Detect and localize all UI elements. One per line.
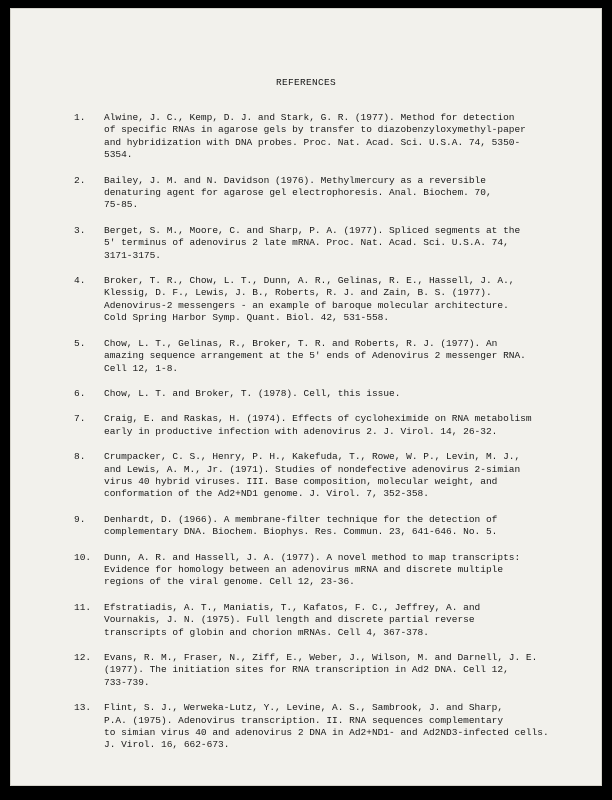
reference-line: early in productive infection with adenovirus 2. J. Virol. 14, 26-32. bbox=[104, 425, 498, 437]
reference-line: J. Virol. 16, 662-673. bbox=[104, 739, 230, 751]
reference-number: 11. bbox=[74, 601, 92, 613]
reference-line: Craig, E. and Raskas, H. (1974). Effects of cycloheximide on RNA metabolism bbox=[104, 413, 532, 425]
reference-item bbox=[74, 112, 554, 162]
reference-line: Chow, L. T. and Broker, T. (1978). Cell, this issue. bbox=[104, 387, 401, 399]
reference-line: Bailey, J. M. and N. Davidson (1976). Methylmercury as a reversible bbox=[104, 174, 486, 186]
reference-line: Broker, T. R., Chow, L. T., Dunn, A. R., Gelinas, R. E., Hassell, J. A., bbox=[104, 275, 515, 287]
reference-list bbox=[74, 112, 554, 765]
reference-number: 7. bbox=[74, 413, 86, 425]
reference-line: Adenovirus-2 messengers - an example of baroque molecular architecture. bbox=[104, 299, 509, 311]
reference-number: 10. bbox=[74, 551, 92, 563]
reference-line: virus 40 hybrid viruses. III. Base composition, molecular weight, and bbox=[104, 475, 498, 487]
reference-line: amazing sequence arrangement at the 5' ends of Adenovirus 2 messenger RNA. bbox=[104, 350, 526, 362]
reference-line: regions of the viral genome. Cell 12, 23-36. bbox=[104, 576, 355, 588]
reference-item bbox=[74, 514, 554, 539]
reference-line: Alwine, J. C., Kemp, D. J. and Stark, G. R. (1977). Method for detection bbox=[104, 112, 515, 123]
reference-line: Evidence for homology between an adenovirus mRNA and discrete multiple bbox=[104, 563, 504, 575]
reference-number: 13. bbox=[74, 702, 92, 714]
reference-item bbox=[74, 552, 554, 589]
reference-line: 5354. bbox=[104, 149, 133, 161]
reference-item bbox=[74, 702, 554, 752]
reference-line: Evans, R. M., Fraser, N., Ziff, E., Weber, J., Wilson, M. and Darnell, J. E. bbox=[104, 652, 538, 663]
reference-line: 5' terminus of adenovirus 2 late mRNA. Proc. Nat. Acad. Sci. U.S.A. 74, bbox=[104, 237, 509, 249]
reference-line: Cold Spring Harbor Symp. Quant. Biol. 42, 531-558. bbox=[104, 312, 390, 324]
reference-line: Cell 12, 1-8. bbox=[104, 362, 179, 374]
document-page bbox=[10, 8, 602, 786]
reference-line: Berget, S. M., Moore, C. and Sharp, P. A. (1977). Spliced segments at the bbox=[104, 224, 521, 236]
reference-item bbox=[74, 225, 554, 262]
reference-item bbox=[74, 602, 554, 639]
reference-line: Flint, S. J., Werweka-Lutz, Y., Levine, A. S., Sambrook, J. and Sharp, bbox=[104, 702, 504, 714]
reference-item bbox=[74, 388, 554, 400]
reference-line: Crumpacker, C. S., Henry, P. H., Kakefuda, T., Rowe, W. P., Levin, M. J., bbox=[104, 451, 521, 463]
reference-number: 3. bbox=[74, 224, 86, 236]
reference-line: transcripts of globin and chorion mRNAs. Cell 4, 367-378. bbox=[104, 626, 429, 638]
reference-item bbox=[74, 338, 554, 375]
reference-item bbox=[74, 175, 554, 212]
reference-item bbox=[74, 451, 554, 501]
reference-line: Dunn, A. R. and Hassell, J. A. (1977). A novel method to map transcripts: bbox=[104, 551, 521, 563]
reference-item bbox=[74, 275, 554, 325]
reference-line: and hybridization with DNA probes. Proc. Nat. Acad. Sci. U.S.A. 74, 5350- bbox=[104, 136, 521, 148]
reference-line: of specific RNAs in agarose gels by transfer to diazobenzyloxymethyl-paper bbox=[104, 124, 526, 136]
reference-line: and Lewis, A. M., Jr. (1971). Studies of nondefective adenovirus 2-simian bbox=[104, 463, 521, 475]
reference-line: denaturing agent for agarose gel electrophoresis. Anal. Biochem. 70, bbox=[104, 187, 492, 199]
reference-item bbox=[74, 413, 554, 438]
reference-line: Chow, L. T., Gelinas, R., Broker, T. R. and Roberts, R. J. (1977). An bbox=[104, 337, 498, 349]
reference-number: 4. bbox=[74, 275, 86, 287]
reference-number: 5. bbox=[74, 337, 86, 349]
reference-number: 2. bbox=[74, 174, 86, 186]
page-title: REFERENCES bbox=[275, 77, 336, 88]
reference-line: to simian virus 40 and adenovirus 2 DNA in Ad2+ND1- and Ad2ND3-infected cells. bbox=[104, 727, 549, 739]
reference-number: 1. bbox=[74, 112, 86, 123]
reference-line: Efstratiadis, A. T., Maniatis, T., Kafatos, F. C., Jeffrey, A. and bbox=[104, 601, 481, 613]
reference-item bbox=[74, 652, 554, 689]
reference-number: 8. bbox=[74, 451, 86, 463]
reference-line: complementary DNA. Biochem. Biophys. Res. Commun. 23, 641-646. No. 5. bbox=[104, 526, 498, 538]
reference-line: 3171-3175. bbox=[104, 249, 162, 261]
reference-line: conformation of the Ad2+ND1 genome. J. Virol. 7, 352-358. bbox=[104, 488, 429, 500]
reference-line: Vournakis, J. N. (1975). Full length and discrete partial reverse bbox=[104, 614, 475, 626]
reference-number: 6. bbox=[74, 387, 86, 399]
reference-number: 12. bbox=[74, 652, 92, 663]
reference-line: 75-85. bbox=[104, 199, 139, 211]
reference-number: 9. bbox=[74, 513, 86, 525]
reference-line: 733-739. bbox=[104, 676, 150, 688]
reference-line: Denhardt, D. (1966). A membrane-filter technique for the detection of bbox=[104, 513, 498, 525]
reference-line: P.A. (1975). Adenovirus transcription. II. RNA sequences complementary bbox=[104, 714, 504, 726]
reference-line: Klessig, D. F., Lewis, J. B., Roberts, R. J. and Zain, B. S. (1977). bbox=[104, 287, 492, 299]
reference-line: (1977). The initiation sites for RNA transcription in Ad2 DNA. Cell 12, bbox=[104, 664, 509, 676]
